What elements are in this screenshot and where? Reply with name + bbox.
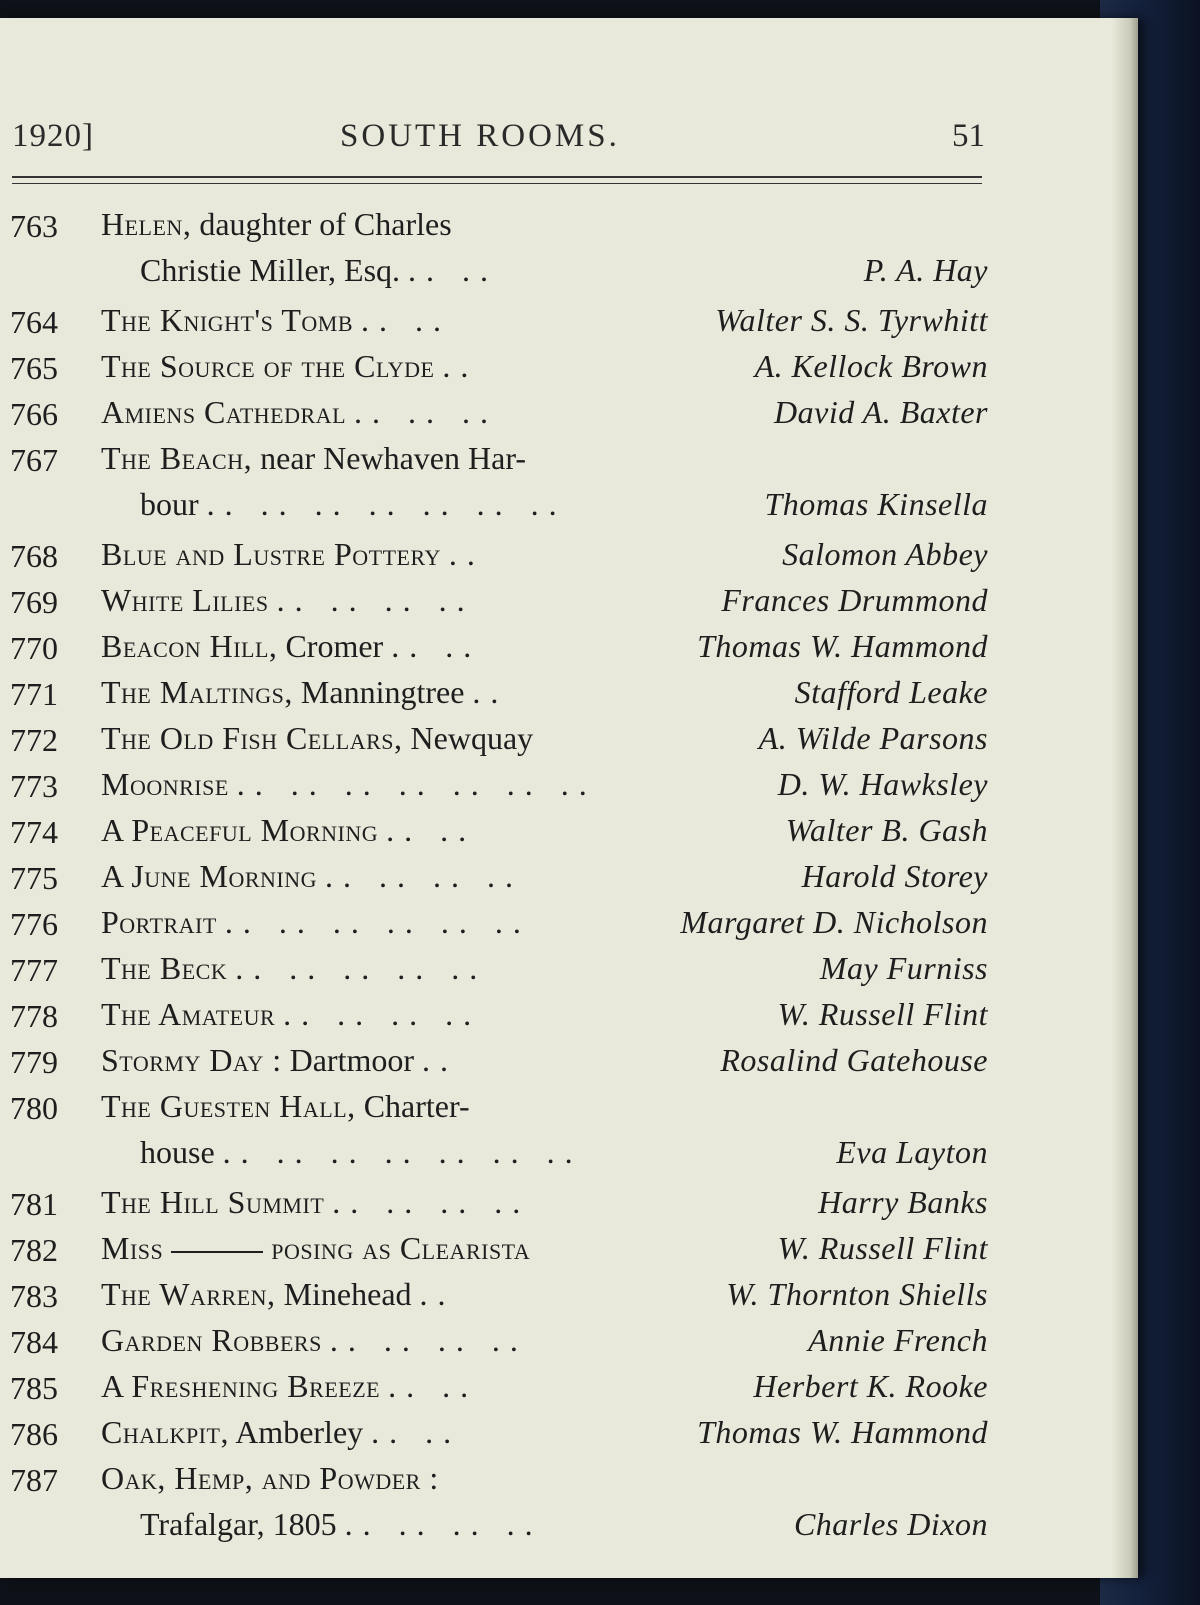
- dot-leader: .. .. .. .. .. ..: [224, 904, 531, 940]
- entry-line: [0, 1322, 1000, 1368]
- entry-title: [101, 536, 485, 573]
- entry-artist: Walter B. Gash: [785, 812, 988, 848]
- entry-artist: Rosalind Gatehouse: [720, 1042, 988, 1078]
- dot-leader: ..: [422, 1042, 459, 1078]
- catalogue-entry: [0, 536, 1000, 582]
- dot-leader: .. .. .. ..: [329, 1322, 528, 1358]
- dot-leader: .. .. .. ..: [325, 858, 524, 894]
- dot-leader: .. .. .. ..: [332, 1184, 531, 1220]
- book-page: [0, 18, 1138, 1578]
- entry-artist: Thomas W. Hammond: [697, 1414, 988, 1450]
- entry-title: [101, 1042, 458, 1079]
- entry-artist: Eva Layton: [836, 1134, 988, 1170]
- entry-line: [0, 1368, 1000, 1414]
- entry-number: 770: [10, 630, 58, 666]
- entry-number: 784: [10, 1324, 58, 1360]
- entry-title: [101, 1322, 528, 1359]
- entry-title-continued: house .. .. .. .. .. .. ..: [140, 1134, 583, 1170]
- entry-artist: W. Russell Flint: [777, 996, 988, 1032]
- entry-number: 778: [10, 998, 58, 1034]
- dot-leader: .. .. .. ..: [344, 1506, 543, 1542]
- entry-line: [0, 302, 1000, 348]
- entry-artist: Thomas W. Hammond: [697, 628, 988, 664]
- entry-line: [0, 1276, 1000, 1322]
- entry-number: 766: [10, 396, 58, 432]
- entry-title-rest: Manningtree: [292, 674, 465, 710]
- entry-number: 783: [10, 1278, 58, 1314]
- catalogue-list: [0, 206, 1000, 1556]
- catalogue-entry: [0, 302, 1000, 348]
- entry-number: 765: [10, 350, 58, 386]
- entry-artist: May Furniss: [819, 950, 988, 986]
- catalogue-entry: [0, 1368, 1000, 1414]
- catalogue-entry: [0, 628, 1000, 674]
- entry-title: [101, 440, 526, 477]
- entry-title-caps: The Knight's Tomb: [101, 302, 354, 338]
- dot-leader: .. .. .. .. ..: [235, 950, 488, 986]
- header-rule-thin: [12, 183, 982, 184]
- catalogue-entry: [0, 1230, 1000, 1276]
- entry-number: 776: [10, 906, 58, 942]
- entry-line: [0, 1460, 1000, 1506]
- entry-line: [0, 858, 1000, 904]
- entry-line-continued: [0, 1506, 1000, 1556]
- entry-line: [0, 348, 1000, 394]
- entry-title-continued: Christie Miller, Esq. .. ..: [140, 252, 499, 288]
- entry-title: [101, 674, 508, 711]
- entry-line: [0, 904, 1000, 950]
- page-edge: [1112, 18, 1138, 1578]
- catalogue-entry: [0, 766, 1000, 812]
- entry-title: [101, 582, 475, 619]
- catalogue-entry: [0, 1184, 1000, 1230]
- catalogue-entry: [0, 1322, 1000, 1368]
- entry-title-caps: Oak, Hemp, and Powder :: [101, 1460, 439, 1496]
- dot-leader: .. .. .. .. .. .. ..: [206, 486, 567, 522]
- entry-title-caps: Beacon Hill,: [101, 628, 278, 664]
- entry-title: [101, 348, 478, 385]
- entry-number: 782: [10, 1232, 58, 1268]
- entry-title-caps: A Peaceful Morning: [101, 812, 379, 848]
- entry-title-caps: The Maltings,: [101, 674, 293, 710]
- entry-title-rest: daughter of Charles: [191, 206, 452, 242]
- entry-title-rest: near Newhaven Har-: [252, 440, 526, 476]
- entry-title: [101, 1088, 470, 1125]
- entry-title-rest: Cromer: [277, 628, 384, 664]
- catalogue-entry: [0, 1460, 1000, 1556]
- entry-line: [0, 394, 1000, 440]
- entry-artist: W. Russell Flint: [777, 1230, 988, 1266]
- entry-number: 779: [10, 1044, 58, 1080]
- entry-title: [101, 1276, 456, 1313]
- entry-title: [101, 394, 498, 431]
- entry-artist: Annie French: [808, 1322, 988, 1358]
- entry-title: [101, 1414, 461, 1451]
- entry-title-caps: A Freshening Breeze: [101, 1368, 381, 1404]
- dot-leader: .. ..: [371, 1414, 462, 1450]
- entry-artist: Charles Dixon: [793, 1506, 988, 1542]
- entry-title-rest: Dartmoor: [281, 1042, 415, 1078]
- entry-line: [0, 812, 1000, 858]
- entry-title-caps: The Hill Summit: [101, 1184, 325, 1220]
- entry-number: 777: [10, 952, 58, 988]
- entry-title-caps: posing as Clearista: [271, 1230, 531, 1266]
- catalogue-entry: [0, 720, 1000, 766]
- entry-line: [0, 720, 1000, 766]
- catalogue-entry: [0, 1042, 1000, 1088]
- dot-leader: .. .. .. ..: [276, 582, 475, 618]
- catalogue-entry: [0, 812, 1000, 858]
- entry-title: [101, 904, 531, 941]
- catalogue-entry: [0, 582, 1000, 628]
- catalogue-entry: [0, 348, 1000, 394]
- entry-number: 767: [10, 442, 58, 478]
- entry-title-caps: Helen,: [101, 206, 192, 242]
- entry-number: 775: [10, 860, 58, 896]
- entry-title: [101, 1368, 478, 1405]
- entry-line: [0, 1088, 1000, 1134]
- entry-artist: Harold Storey: [801, 858, 988, 894]
- entry-artist: Margaret D. Nicholson: [680, 904, 988, 940]
- entry-number: 768: [10, 538, 58, 574]
- dot-leader: .. .. .. .. .. .. ..: [236, 766, 597, 802]
- entry-artist: Herbert K. Rooke: [753, 1368, 988, 1404]
- entry-title-rest: Amberley: [228, 1414, 364, 1450]
- catalogue-entry: [0, 904, 1000, 950]
- entry-artist: Walter S. S. Tyrwhitt: [715, 302, 988, 338]
- entry-title-continued: Trafalgar, 1805 .. .. .. ..: [140, 1506, 543, 1542]
- header-title: SOUTH ROOMS.: [340, 118, 620, 154]
- entry-title-caps: The Amateur: [101, 996, 276, 1032]
- entry-line: [0, 996, 1000, 1042]
- entry-line-continued: [0, 486, 1000, 536]
- entry-line-continued: [0, 1134, 1000, 1184]
- entry-title-caps: The Beach,: [101, 440, 253, 476]
- entry-title-caps: The Old Fish Cellars,: [101, 720, 403, 756]
- entry-title-caps: Miss: [101, 1230, 164, 1266]
- entry-title-caps: The Beck: [101, 950, 228, 986]
- entry-line: [0, 950, 1000, 996]
- entry-line: [0, 1184, 1000, 1230]
- entry-artist: Harry Banks: [818, 1184, 988, 1220]
- entry-number: 787: [10, 1462, 58, 1498]
- entry-artist: P. A. Hay: [863, 252, 988, 288]
- entry-number: 774: [10, 814, 58, 850]
- running-header: [0, 118, 985, 162]
- entry-title: [101, 766, 597, 803]
- entry-artist: W. Thornton Shiells: [726, 1276, 988, 1312]
- catalogue-entry: [0, 394, 1000, 440]
- entry-artist: Thomas Kinsella: [764, 486, 988, 522]
- page-number: 51: [952, 118, 985, 154]
- catalogue-entry: [0, 858, 1000, 904]
- entry-line: [0, 766, 1000, 812]
- dot-leader: .. ..: [386, 812, 477, 848]
- dot-leader: ..: [448, 536, 485, 572]
- entry-line: [0, 206, 1000, 252]
- catalogue-entry: [0, 1276, 1000, 1322]
- entry-title-rest: Charter-: [355, 1088, 470, 1124]
- entry-line: [0, 674, 1000, 720]
- catalogue-entry: [0, 996, 1000, 1042]
- dot-leader: .. .. .. ..: [283, 996, 482, 1032]
- catalogue-entry: [0, 1414, 1000, 1460]
- entry-artist: David A. Baxter: [774, 394, 988, 430]
- em-dash-rule: [171, 1251, 263, 1253]
- dot-leader: .. ..: [388, 1368, 479, 1404]
- entry-title-caps: The Guesten Hall,: [101, 1088, 356, 1124]
- entry-number: 773: [10, 768, 58, 804]
- entry-title-caps: White Lilies: [101, 582, 269, 618]
- dot-leader: ..: [442, 348, 479, 384]
- dot-leader: .. ..: [361, 302, 452, 338]
- dot-leader: .. ..: [391, 628, 482, 664]
- entry-title-caps: Garden Robbers: [101, 1322, 322, 1358]
- entry-line: [0, 1042, 1000, 1088]
- dot-leader: .. .. ..: [354, 394, 499, 430]
- entry-title: [101, 996, 481, 1033]
- entry-title: [101, 302, 451, 339]
- entry-title: [101, 1460, 439, 1497]
- dot-leader: ..: [472, 674, 509, 710]
- catalogue-entry: [0, 440, 1000, 536]
- entry-number: 763: [10, 208, 58, 244]
- entry-artist: Frances Drummond: [721, 582, 988, 618]
- entry-artist: A. Wilde Parsons: [758, 720, 988, 756]
- entry-artist: A. Kellock Brown: [754, 348, 988, 384]
- entry-title-caps: Amiens Cathedral: [101, 394, 347, 430]
- entry-title-caps: The Warren,: [101, 1276, 276, 1312]
- entry-artist: Salomon Abbey: [782, 536, 988, 572]
- entry-number: 769: [10, 584, 58, 620]
- catalogue-entry: [0, 950, 1000, 996]
- entry-title-caps: A June Morning: [101, 858, 318, 894]
- entry-artist: D. W. Hawksley: [777, 766, 988, 802]
- entry-title: [101, 206, 452, 243]
- entry-title-rest: Newquay: [402, 720, 534, 756]
- entry-title-rest: Minehead: [275, 1276, 412, 1312]
- entry-number: 786: [10, 1416, 58, 1452]
- entry-number: 785: [10, 1370, 58, 1406]
- dot-leader: .. ..: [408, 252, 499, 288]
- entry-line: [0, 440, 1000, 486]
- entry-title: [101, 628, 481, 665]
- entry-title: [101, 858, 523, 895]
- entry-title-caps: Portrait: [101, 904, 217, 940]
- entry-title-caps: Moonrise: [101, 766, 229, 802]
- entry-number: 771: [10, 676, 58, 712]
- entry-title-caps: Stormy Day :: [101, 1042, 282, 1078]
- header-year: 1920]: [12, 118, 94, 154]
- entry-number: 772: [10, 722, 58, 758]
- catalogue-entry: [0, 1088, 1000, 1184]
- catalogue-entry: [0, 206, 1000, 302]
- entry-title-caps: Chalkpit,: [101, 1414, 229, 1450]
- entry-title: [101, 1230, 530, 1267]
- header-rule: [12, 176, 982, 178]
- entry-line: [0, 628, 1000, 674]
- entry-title: [101, 950, 487, 987]
- entry-line: [0, 1414, 1000, 1460]
- catalogue-entry: [0, 674, 1000, 720]
- entry-line: [0, 582, 1000, 628]
- entry-line: [0, 1230, 1000, 1276]
- entry-title: [101, 812, 476, 849]
- entry-title-caps: The Source of the Clyde: [101, 348, 435, 384]
- entry-title-caps: Blue and Lustre Pottery: [101, 536, 441, 572]
- entry-number: 781: [10, 1186, 58, 1222]
- entry-number: 764: [10, 304, 58, 340]
- entry-number: 780: [10, 1090, 58, 1126]
- entry-artist: Stafford Leake: [794, 674, 988, 710]
- entry-line: [0, 536, 1000, 582]
- dot-leader: ..: [419, 1276, 456, 1312]
- entry-title-continued: bour .. .. .. .. .. .. ..: [140, 486, 567, 522]
- dot-leader: .. .. .. .. .. .. ..: [222, 1134, 583, 1170]
- entry-title: [101, 720, 533, 757]
- entry-title: [101, 1184, 530, 1221]
- entry-line-continued: [0, 252, 1000, 302]
